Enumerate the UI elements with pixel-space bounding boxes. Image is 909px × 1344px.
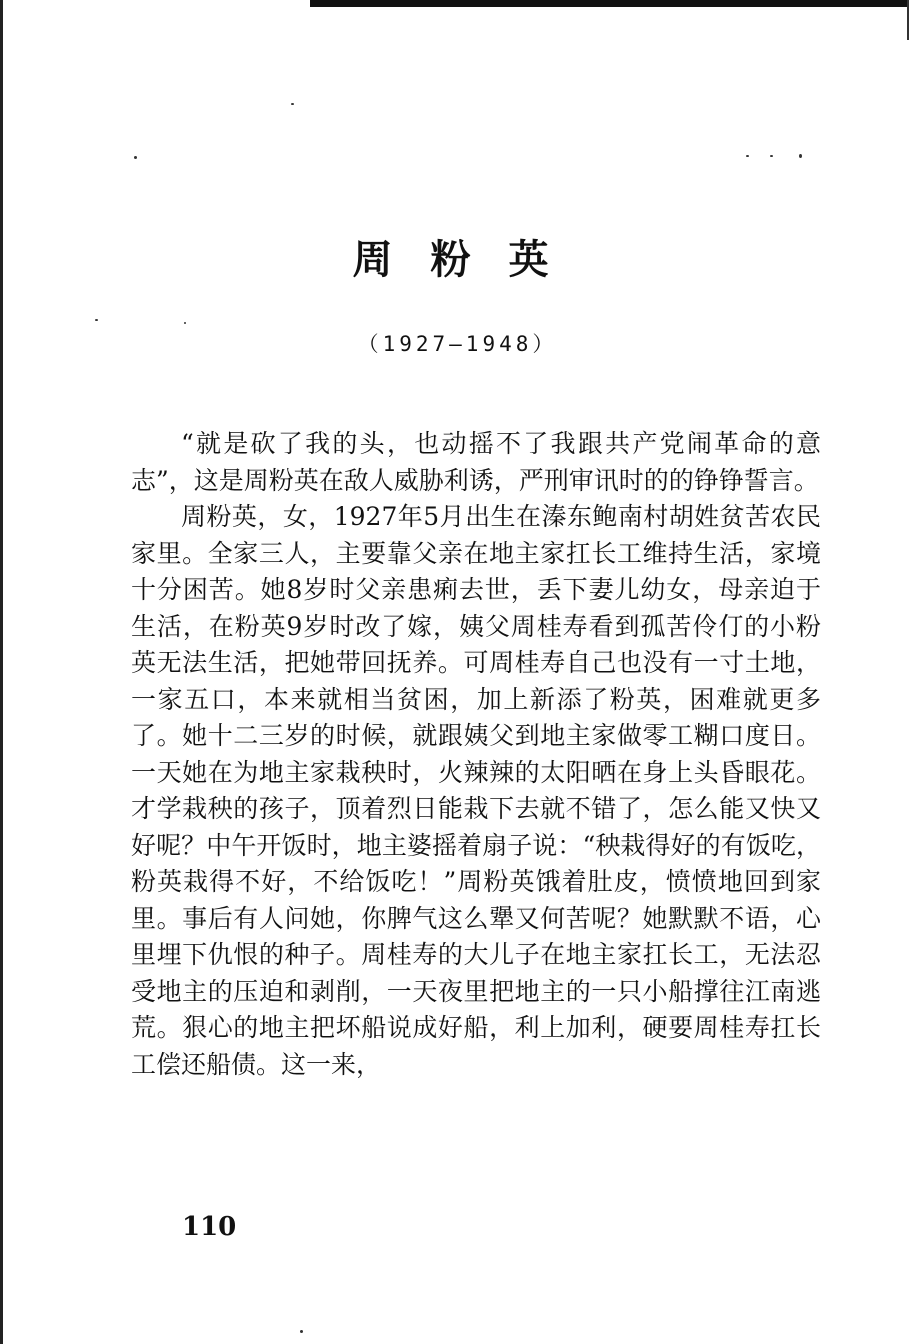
chapter-title: 周粉英 [352,237,587,283]
scan-speck [770,155,773,157]
biography-paragraph: 周粉英，女，1927年5月出生在溱东鲍南村胡姓贫苦农民家里。全家三人，主要靠父亲在地主家扛长工维持生活，家境十分困苦。她8岁时父亲患痢去世，丢下妻儿幼女，母亲迫于生活，在粉英9岁时改了嫁，姨父周桂寿看到孤苦伶仃的小粉英无法生活，把她带回抚养。可周桂寿自己也没有一寸土地，一家五口，本来就相当贫困，加上新添了粉英，困难就更多了。她十二三岁的时候，就跟姨父到地主家做零工糊口度日。一天她在为地主家栽秧时，火辣辣的太阳晒在身上头昏眼花。才学栽秧的孩子，顶着烈日能栽下去就不错了，怎么能又快又好呢？中午开饭时，地主婆摇着扇子说：“秧栽得好的有饭吃，粉英栽得不好，不给饭吃！”周粉英饿着肚皮，愤愤地回到家里。事后有人问她，你脾气这么犟又何苦呢？她默默不语，心里埋下仇恨的种子。周桂寿的大儿子在地主家扛长工，无法忍受地主的压迫和剥削，一天夜里把地主的一只小船撑往江南逃荒。狠心的地主把坏船说成好船，利上加利，硬要周桂寿扛长工偿还船债。这一来， [131,502,821,1079]
page-number: 110 [182,1212,237,1242]
scan-speck [300,1330,303,1333]
body-text [131,426,821,1083]
life-years: （1927—1948） [357,332,558,356]
scan-speck [291,103,294,105]
quote-paragraph: “就是砍了我的头，也动摇不了我跟共产党闹革命的意志”，这是周粉英在敌人威胁利诱，严刑审讯时的的铮铮誓言。 [131,429,821,495]
scan-speck [95,319,98,321]
scan-speck [134,156,137,159]
scan-speck [799,154,802,158]
page-left-edge [0,0,3,1344]
scan-speck [746,155,749,157]
scan-speck [184,322,186,324]
top-rule-line [310,0,909,7]
